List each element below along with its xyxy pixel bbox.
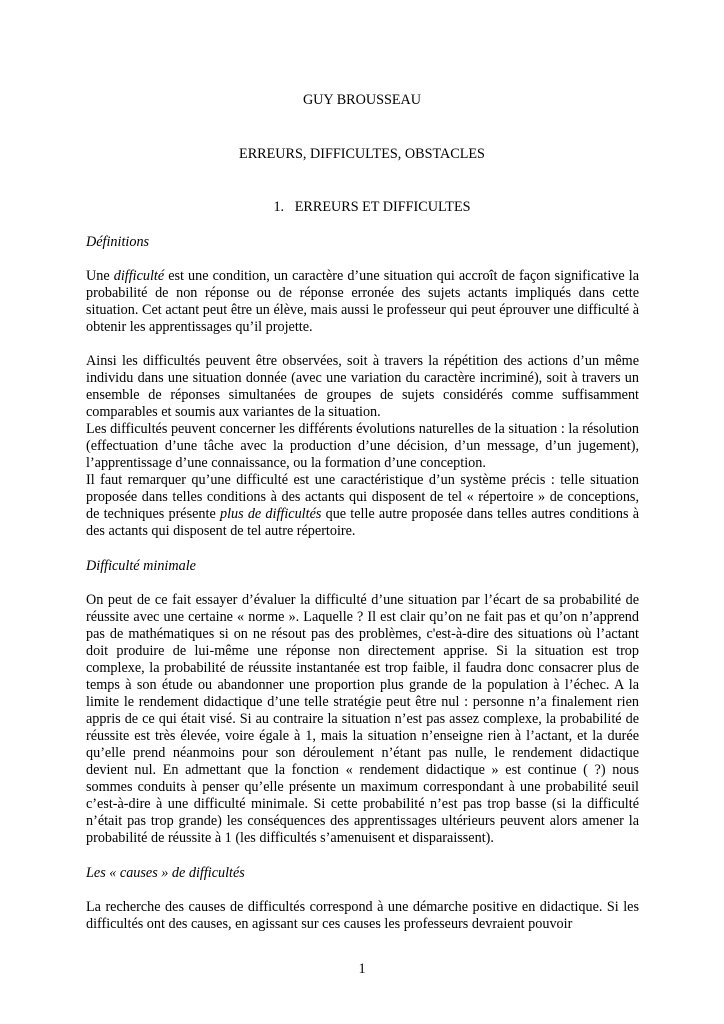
page-number: 1	[358, 961, 366, 977]
minimal-difficulty-paragraph: On peut de ce fait essayer d’évaluer la difficulté d’une situation par l’écart de sa probabilité de réussite avec une certaine « norme ». Laquelle ? Il est clair qu’on ne fait pas et qu’on n’apprend pas de mathématiques si on ne résout pas des problèmes, c'est-à-dire des situations où l’actant doit produire de lui-même une réponse non directement apprise. Si la situation est trop complexe, la probabilité de réussite instantanée est trop faible, il faudra donc consacrer plus de temps à son étude ou abandonner une proportion plus grande de la population à l’échec. A la limite le rendement didactique d’une telle stratégie peut être nul : personne n’a finalement rien appris de ce qui était visé. Si au contraire la situation n’est pas assez complexe, la probabilité de réussite est très élevée, voire égale à 1, mais la situation n’enseigne rien à l’actant, et la durée qu’elle prend néanmoins pour son déroulement n’étant pas nulle, le rendement didactique devient nul. En admettant que la fonction « rendement didactique » est continue ( ?) nous sommes conduits à penser qu’elle présente un maximum correspondant à une probabilité seuil c’est-à-dire à une difficulté minimale. Si cette probabilité n’est pas trop basse (si la difficulté n’était pas trop grande) les conséquences des apprentissages ultérieurs peuvent alors amener la probabilité de réussite à 1 (les difficultés s’amenuisent et disparaissent).	[86, 592, 639, 846]
causes-paragraph: La recherche des causes de difficultés correspond à une démarche positive en didactique. Si les difficultés ont des causes, en agissant sur ces causes les professeurs devraient pouvoir	[86, 899, 639, 932]
body-text	[86, 234, 639, 933]
emphasis-plus-de-difficultes: plus de difficultés	[219, 506, 322, 522]
definitions-paragraph-2: Ainsi les difficultés peuvent être observées, soit à travers la répétition des actions d’un même individu dans une situation donnée (avec une variation du caractère incriminé), soit à travers un ensemble de réponses simultanées de groupes de sujets considérés comme suffisamment comparables et soumis aux variantes de la situation.	[86, 353, 639, 420]
section-heading	[0, 199, 724, 216]
section-number: 1.	[273, 199, 285, 215]
emphasis-difficulte: difficulté	[113, 268, 165, 284]
minimal-difficulty-heading: Difficulté minimale	[86, 558, 196, 574]
definitions-paragraph-1: Une difficulté est une condition, un caractère d’une situation qui accroît de façon significative la probabilité de non réponse ou de réponse erronée des sujets actants impliqués dans cette situation. Cet actant peut être un élève, mais aussi le professeur qui peut éprouver une difficulté à obtenir les apprentissages qu’il projette.	[86, 268, 639, 335]
section-title: ERREURS ET DIFFICULTES	[294, 199, 471, 215]
author-name: GUY BROUSSEAU	[302, 92, 422, 108]
document-title: ERREURS, DIFFICULTES, OBSTACLES	[239, 146, 485, 162]
definitions-paragraph-4: Il faut remarquer qu’une difficulté est une caractéristique d’un système précis : telle situation proposée dans telles conditions à des actants qui disposent de tel « répertoire » de conceptions, de techniques présente plus de difficultés que telle autre proposée dans telles autres conditions à des actants qui disposent de tel autre répertoire.	[86, 472, 639, 539]
definitions-heading: Définitions	[86, 234, 150, 250]
causes-heading: Les « causes » de difficultés	[86, 865, 245, 881]
definitions-paragraph-3: Les difficultés peuvent concerner les différents évolutions naturelles de la situation : la résolution (effectuation d’une tâche avec la production d’une décision, d’un message, d’un jugement), l’apprentissage d’une connaissance, ou la formation d’une conception.	[86, 421, 639, 471]
